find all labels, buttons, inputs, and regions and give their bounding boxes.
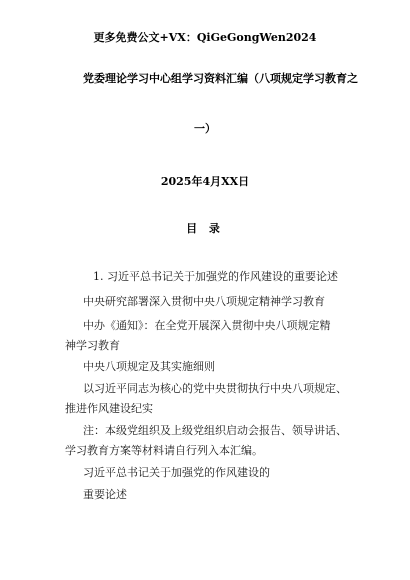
toc-item-1: 1. 习近平总书记关于加强党的作风建设的重要论述 [93,270,338,283]
toc-item-4: 中央八项规定及其实施细则 [83,360,215,373]
document-date: 2025年4月XX日 [160,175,250,188]
document-title-line-2: 一） [194,122,216,135]
toc-note-continued: 学习教育方案等材料请自行列入本汇编。 [65,444,263,457]
toc-item-5: 以习近平同志为核心的党中央贯彻执行中央八项规定、 [83,382,347,395]
toc-note: 注：本级党组织及上级党组织启动会报告、领导讲话、 [83,424,347,437]
toc-item-3-continued: 神学习教育 [65,339,120,352]
toc-heading: 目 录 [186,222,224,235]
document-title-line-1: 党委理论学习中心组学习资料汇编（八项规定学习教育之 [83,72,358,85]
section-heading-line-1: 习近平总书记关于加强党的作风建设的 [83,466,270,479]
toc-item-3: 中办《通知》：在全党开展深入贯彻中央八项规定精 [83,319,331,332]
section-heading-line-2: 重要论述 [83,488,127,501]
toc-item-2: 中央研究部署深入贯彻中央八项规定精神学习教育 [83,295,325,308]
toc-item-5-continued: 推进作风建设纪实 [65,402,153,415]
promo-text: 更多免费公文+VX：QiGeGongWen2024 [93,31,317,44]
